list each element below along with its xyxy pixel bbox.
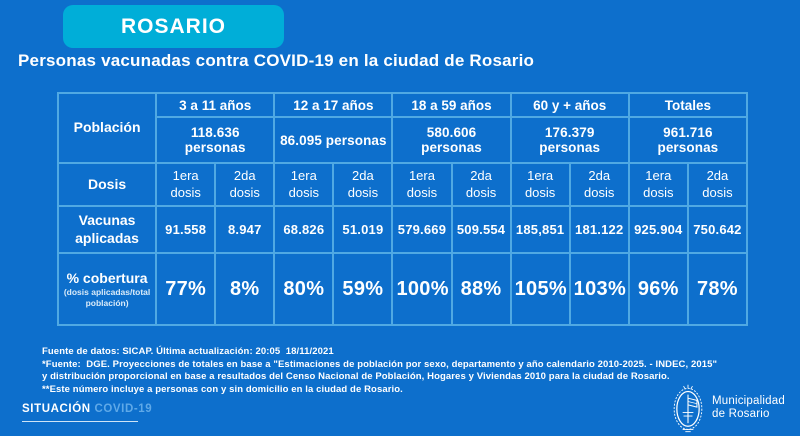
row-label-poblacion: Población	[58, 93, 156, 163]
age-group-header: 18 a 59 años	[392, 93, 510, 117]
dose1-header: 1era dosis	[274, 163, 333, 206]
footer-note-line: y distribución proporcional en base a resultados del Censo Nacional de Población, Hogares y Viviendas 2010 para la ciudad de Rosario.	[42, 371, 670, 382]
vaccines-applied-value: 185,851	[511, 206, 570, 253]
situacion-label: SITUACIÓN	[22, 403, 91, 415]
covid19-label: COVID-19	[94, 403, 153, 415]
dose1-header: 1era dosis	[156, 163, 215, 206]
footer-note-line: *Fuente: DGE. Proyecciones de totales en base a "Estimaciones de población por sexo, departamento y año calendario 2010-2025. - INDEC, 2015"	[42, 358, 718, 370]
coverage-pct-value: 59%	[333, 253, 392, 325]
situacion-underline	[22, 421, 138, 422]
row-label-dosis: Dosis	[58, 163, 156, 206]
municipality-name-line1: Municipalidad	[712, 394, 785, 407]
municipality-logo	[670, 383, 785, 433]
vaccines-applied-value: 925.904	[629, 206, 688, 253]
dose1-header: 1era dosis	[392, 163, 451, 206]
rosario-crest-icon	[670, 383, 706, 433]
rosario-badge	[63, 5, 284, 48]
dose2-header: 2da dosis	[570, 163, 629, 206]
vaccines-applied-value: 51.019	[333, 206, 392, 253]
coverage-pct-value: 103%	[570, 253, 629, 325]
age-group-header: 12 a 17 años	[274, 93, 392, 117]
page-title: Personas vacunadas contra COVID-19 en la ciudad de Rosario	[18, 51, 535, 70]
municipality-name-line2: de Rosario	[712, 408, 770, 420]
coverage-pct-value: 78%	[688, 253, 747, 325]
footer-source-line: Fuente de datos: SICAP. Última actualización: 20:05 18/11/2021	[42, 346, 334, 357]
vaccines-applied-value: 750.642	[688, 206, 747, 253]
situacion-covid-badge	[22, 403, 152, 415]
coverage-pct-value: 88%	[452, 253, 511, 325]
coverage-pct-value: 77%	[156, 253, 215, 325]
coverage-pct-value: 100%	[392, 253, 451, 325]
row-label-cobertura	[58, 253, 156, 325]
age-group-header: 60 y + años	[511, 93, 629, 117]
population-value: 118.636 personas	[156, 117, 274, 163]
table-row	[58, 163, 747, 206]
vaccines-applied-value: 91.558	[156, 206, 215, 253]
dose2-header: 2da dosis	[452, 163, 511, 206]
dose2-header: 2da dosis	[333, 163, 392, 206]
vaccination-table	[57, 92, 748, 326]
population-value: 176.379 personas	[511, 117, 629, 163]
table-row	[58, 117, 747, 163]
coverage-pct-value: 96%	[629, 253, 688, 325]
population-value: 86.095 personas	[274, 117, 392, 163]
dose1-header: 1era dosis	[629, 163, 688, 206]
age-group-header: Totales	[629, 93, 747, 117]
population-value: 580.606 personas	[392, 117, 510, 163]
municipality-name	[712, 395, 785, 422]
vaccines-applied-value: 8.947	[215, 206, 274, 253]
row-label-vacunas: Vacunas aplicadas	[58, 206, 156, 253]
rosario-badge-label: ROSARIO	[120, 14, 226, 38]
cobertura-sublabel: (dosis aplicadas/total población)	[63, 286, 151, 308]
cobertura-label: % cobertura	[66, 269, 148, 286]
population-value: 961.716 personas	[629, 117, 747, 163]
age-group-header: 3 a 11 años	[156, 93, 274, 117]
footer-notes	[42, 346, 752, 396]
vaccines-applied-value: 579.669	[392, 206, 451, 253]
vaccines-applied-value: 181.122	[570, 206, 629, 253]
vaccines-applied-value: 68.826	[274, 206, 333, 253]
dose2-header: 2da dosis	[688, 163, 747, 206]
coverage-pct-value: 105%	[511, 253, 570, 325]
coverage-pct-value: 80%	[274, 253, 333, 325]
dose2-header: 2da dosis	[215, 163, 274, 206]
dose1-header: 1era dosis	[511, 163, 570, 206]
table-row	[58, 253, 747, 325]
table-row	[58, 206, 747, 253]
footer-note-line: **Este número incluye a personas con y sin domicilio en la ciudad de Rosario.	[42, 383, 403, 395]
coverage-pct-value: 8%	[215, 253, 274, 325]
vaccines-applied-value: 509.554	[452, 206, 511, 253]
table-row	[58, 93, 747, 117]
